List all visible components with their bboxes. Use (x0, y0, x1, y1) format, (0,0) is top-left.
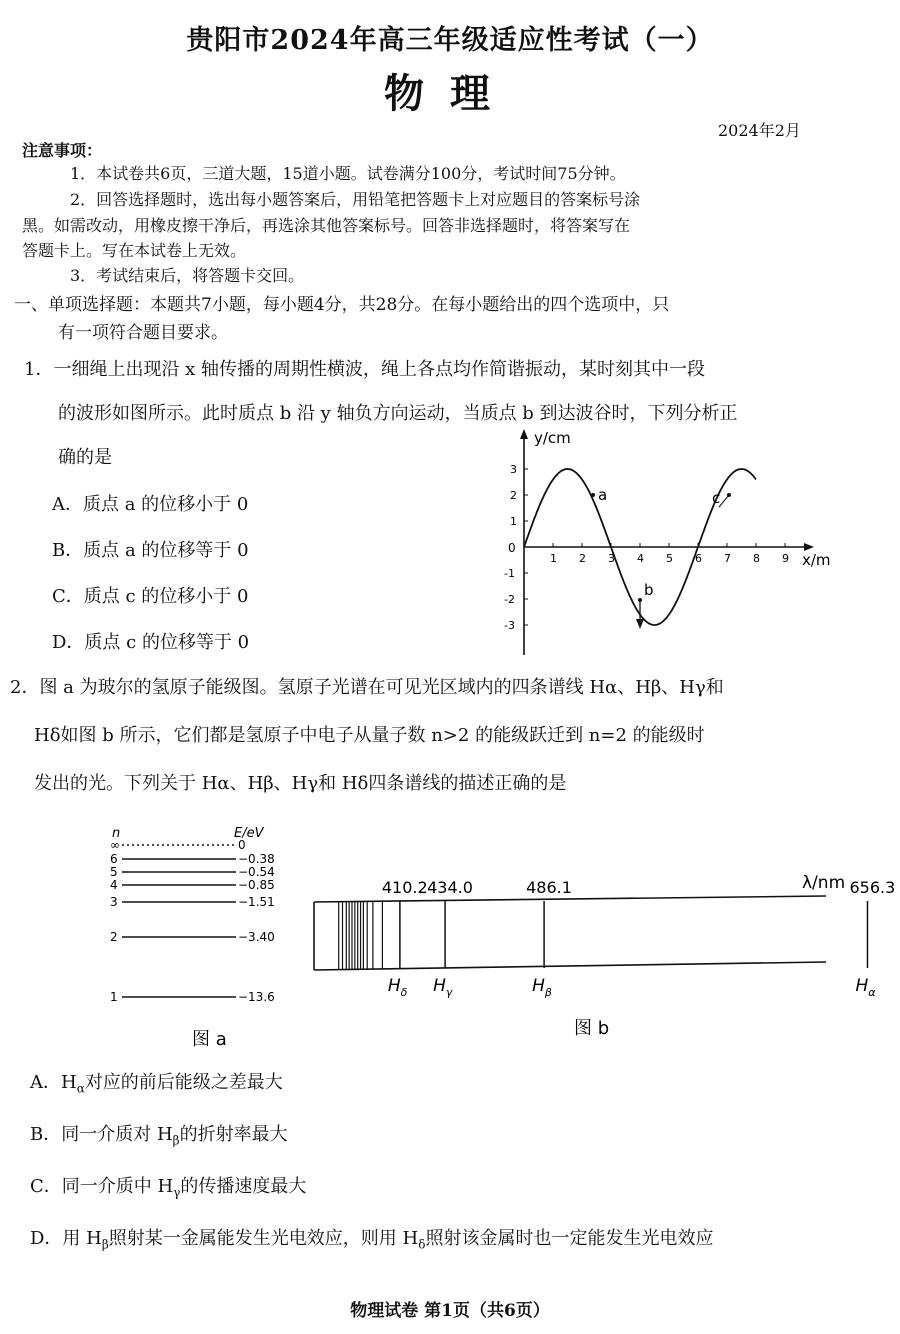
y-tick-label: 1 (510, 515, 517, 528)
level-energy-label: −13.6 (238, 990, 275, 1004)
y-tick-label: 3 (510, 463, 517, 476)
section-heading: 一、单项选择题：本题共7小题，每小题4分，共28分。在每小题给出的四个选项中，只 (14, 295, 670, 315)
y-tick-label: 2 (510, 489, 517, 502)
q1-stem-line-1: 1．一细绳上出现沿 x 轴传播的周期性横波，绳上各点均作简谐振动，某时刻其中一段 (24, 359, 706, 380)
x-tick-label: 2 (579, 552, 586, 565)
notes-heading: 注意事项： (22, 141, 103, 160)
point-b-arrow (636, 619, 644, 629)
level-n-label: 5 (110, 865, 118, 879)
y-tick-label: -3 (504, 619, 515, 632)
wavelength-label: 486.1 (526, 878, 572, 897)
q2-option-b-sub: β (172, 1133, 180, 1148)
level-n-label: 4 (110, 878, 118, 892)
q1-option-b[interactable]: B．质点 a 的位移等于 0 (52, 540, 249, 561)
dense-line-group (339, 901, 383, 969)
energy-level-diagram (90, 815, 300, 1055)
q2-option-d-pre: D．用 H (30, 1228, 102, 1249)
level-energy-label: −1.51 (238, 895, 275, 909)
spectrum-diagram (310, 866, 896, 1046)
spectral-line-label: $H_\beta$ (532, 976, 552, 999)
level-n-label: 3 (110, 895, 118, 909)
q2-option-a-sub: α (76, 1081, 85, 1096)
q1-stem-line-3: 确的是 (58, 447, 112, 468)
x-tick-label: 5 (666, 552, 673, 565)
level-n-label: ∞ (110, 838, 120, 852)
q2-option-c-post: 的传播速度最大 (180, 1176, 307, 1197)
x-tick-label: 7 (724, 552, 731, 565)
q2-option-b-pre: B．同一介质对 H (30, 1124, 173, 1145)
q1-option-d[interactable]: D．质点 c 的位移等于 0 (52, 632, 250, 653)
note-line-4: 答题卡上。写在本试卷上无效。 (22, 241, 247, 260)
x-tick-label: 6 (695, 552, 702, 565)
q1-stem-line-2: 的波形如图所示。此时质点 b 沿 y 轴负方向运动，当质点 b 到达波谷时，下列分析正 (58, 403, 738, 424)
q2-option-d-sub: β (101, 1237, 109, 1252)
section-heading-cont: 有一项符合题目要求。 (58, 323, 228, 343)
fig-b-caption: 图 b (574, 1018, 610, 1039)
point-c-label: c (712, 489, 721, 507)
x-tick-label: 3 (608, 552, 615, 565)
wavelength-label: 656.3 (849, 878, 896, 897)
x-tick-label: 1 (550, 552, 557, 565)
exam-date: 2024年2月 (718, 121, 801, 140)
note-line-3: 黑。如需改动，用橡皮擦干净后，再选涂其他答案标号。回答非选择题时，将答案写在 (22, 216, 631, 235)
wavelength-label: 410.2 (381, 878, 428, 897)
q2-option-d-post2: 照射该金属时也一定能发生光电效应 (425, 1228, 714, 1249)
point-b-label: b (644, 581, 654, 599)
level-energy-label: −0.85 (238, 878, 275, 892)
spectral-line-label: $H_\gamma$ (433, 976, 453, 999)
exam-subject: 物理 (384, 70, 516, 117)
q2-option-b[interactable] (30, 1120, 288, 1148)
exam-title: 贵阳市2024年高三年级适应性考试（一） (186, 25, 714, 56)
y-axis-label: y/cm (534, 429, 571, 447)
level-n-label: 2 (110, 930, 118, 944)
point-a-label: a (598, 486, 608, 504)
q2-option-c[interactable] (30, 1172, 306, 1200)
level-n-label: 6 (110, 852, 118, 866)
point-a-dot (591, 493, 595, 497)
page-footer: 物理试卷 第1页（共6页） (350, 1301, 550, 1321)
x-tick-label: 4 (637, 552, 644, 565)
q2-option-d[interactable] (30, 1224, 713, 1252)
wave-graph (490, 425, 850, 660)
x-tick-label: 8 (753, 552, 760, 565)
level-energy-label: −3.40 (238, 930, 275, 944)
spectral-line-label: $H_\alpha$ (855, 976, 876, 999)
level-energy-label: 0 (238, 838, 246, 852)
q2-option-b-post: 的折射率最大 (179, 1124, 288, 1145)
note-line-1: 1．本试卷共6页，三道大题，15道小题。试卷满分100分，考试时间75分钟。 (70, 164, 626, 183)
e-label: E/eV (234, 826, 264, 841)
origin-label: 0 (508, 541, 516, 555)
spectrum-bottom-edge (314, 962, 826, 970)
wavelength-unit: λ/nm (802, 873, 846, 893)
x-axis-arrow (804, 543, 814, 551)
level-group (110, 838, 275, 1004)
q2-option-c-pre: C．同一介质中 H (30, 1176, 174, 1197)
q2-stem-line-2: Hδ如图 b 所示，它们都是氢原子中电子从量子数 n>2 的能级跃迁到 n=2 的能级时 (34, 725, 705, 746)
n-label: n (112, 826, 121, 841)
q2-option-d-post: 照射某一金属能发生光电效应，则用 H (108, 1228, 419, 1249)
note-line-5: 3．考试结束后，将答题卡交回。 (70, 266, 305, 285)
q2-option-c-sub: γ (173, 1185, 181, 1200)
wavelength-label: 434.0 (427, 878, 473, 897)
point-c-leader (719, 495, 729, 507)
q1-option-a[interactable]: A．质点 a 的位移小于 0 (52, 494, 249, 515)
fig-a-caption: 图 a (192, 1029, 227, 1050)
level-energy-label: −0.54 (238, 865, 275, 879)
x-tick-label: 9 (782, 552, 789, 565)
spectral-line-label: $H_\delta$ (387, 976, 408, 999)
level-energy-label: −0.38 (238, 852, 275, 866)
q2-option-d-sub2: δ (418, 1237, 426, 1252)
q1-option-c[interactable]: C．质点 c 的位移小于 0 (52, 586, 249, 607)
q2-option-a-pre: A．H (30, 1072, 77, 1093)
y-tick-label: -1 (504, 567, 515, 580)
x-axis-label: x/m (802, 551, 831, 569)
q2-option-a-post: 对应的前后能级之差最大 (84, 1072, 283, 1093)
q2-stem-line-3: 发出的光。下列关于 Hα、Hβ、Hγ和 Hδ四条谱线的描述正确的是 (34, 773, 567, 794)
y-tick-label: -2 (504, 593, 515, 606)
q2-option-a[interactable] (30, 1068, 283, 1096)
q2-stem-line-1: 2．图 a 为玻尔的氢原子能级图。氢原子光谱在可见光区域内的四条谱线 Hα、Hβ、Hγ和 (10, 677, 724, 698)
level-n-label: 1 (110, 990, 118, 1004)
y-axis-arrow (520, 429, 528, 439)
note-line-2: 2．回答选择题时，选出每小题答案后，用铅笔把答题卡上对应题目的答案标号涂 (70, 190, 641, 209)
